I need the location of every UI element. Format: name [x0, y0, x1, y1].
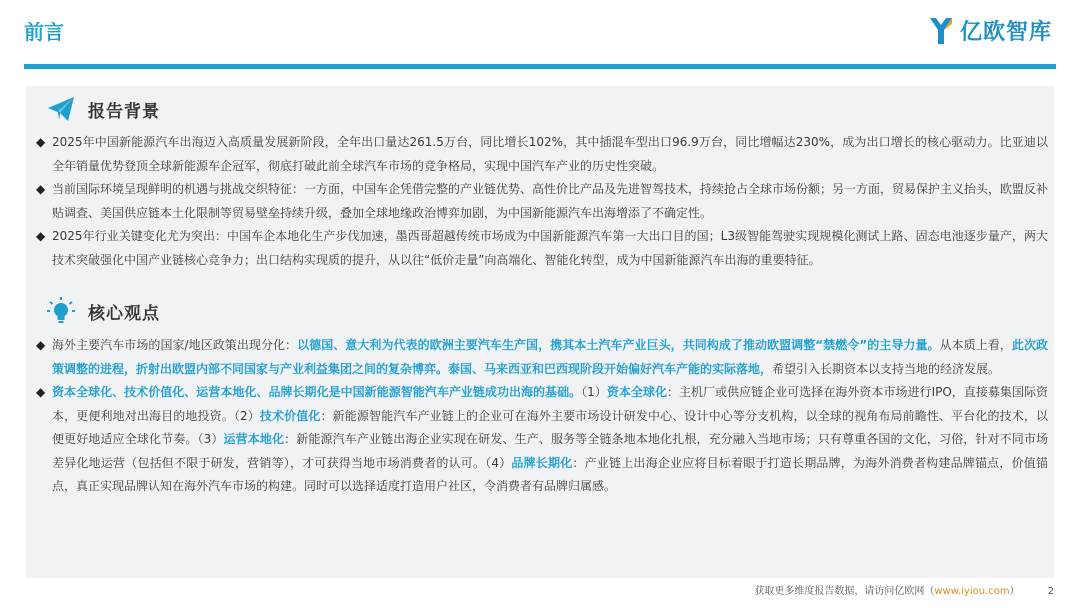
footer: 获取更多维度报告数据，请访问亿欧网（www.iyiou.com） 2	[754, 586, 1054, 597]
background-paragraphs	[36, 131, 1048, 272]
diamond-bullet-icon: ◆	[36, 338, 46, 352]
diamond-bullet-icon: ◆	[36, 135, 46, 149]
section-title-background: 报告背景	[88, 101, 160, 122]
core-view-paragraphs	[36, 334, 1048, 499]
page-number: 2	[1047, 586, 1054, 597]
logo-text: 亿欧智库	[959, 19, 1052, 45]
footer-link[interactable]: www.iyiou.com	[934, 586, 1010, 597]
logo-icon	[928, 14, 954, 46]
list-item: ◆ 2025年中国新能源汽车出海迈入高质量发展新阶段，全年出口量达261.5万台，同比增长102%，其中插混车型出口96.9万台，同比增幅达230%，成为出口增长的核心驱动力。比亚迪以全年销量优势登顶全球新能源车企冠军，彻底打破此前全球汽车市场的竞争格局，实现中国汽车产业的历史性突破。	[36, 131, 1048, 178]
brand-logo	[928, 14, 1052, 46]
list-item: ◆ 海外主要汽车市场的国家/地区政策出现分化：以德国、意大利为代表的欧洲主要汽车生产国，携其本土汽车产业巨头，共同构成了推动欧盟调整“禁燃令”的主导力量。从本质上看，此次政策调整的进程，折射出欧盟内部不同国家与产业利益集团之间的复杂博弈。泰国、马来西亚和巴西现阶段开始偏好汽车产能的实际落地，希望引入长期资本以支持当地的经济发展。	[36, 334, 1048, 381]
section-header-background	[46, 94, 160, 124]
list-item: ◆ 2025年行业关键变化尤为突出：中国车企本地化生产步伐加速，墨西哥超越传统市场成为中国新能源汽车第一大出口目的国；L3级智能驾驶实现规模化测试上路、固态电池逐步量产，两大技术突破强化中国产业链核心竞争力；出口结构实现质的提升，从以往“低价走量”向高端化、智能化转型，成为中国新能源汽车出海的重要特征。	[36, 225, 1048, 272]
section-title-core-views: 核心观点	[88, 303, 160, 324]
lightbulb-icon	[46, 296, 76, 326]
footer-text: 获取更多维度报告数据，请访问亿欧网（	[754, 586, 935, 597]
page-title: 前言	[24, 20, 64, 44]
diamond-bullet-icon: ◆	[36, 385, 46, 399]
paper-plane-icon	[46, 94, 76, 124]
diamond-bullet-icon: ◆	[36, 182, 46, 196]
header-divider	[24, 64, 1056, 69]
list-item: ◆ 资本全球化、技术价值化、运营本地化、品牌长期化是中国新能源智能汽车产业链成功出海的基础。（1）资本全球化：主机厂或供应链企业可选择在海外资本市场进行IPO，直接募集国际资本，更便利地对出海目的地投资。（2）技术价值化：新能源智能汽车产业链上的企业可在海外主要市场设计研发中心、设计中心等分支机构，以全球的视角布局前瞻性、平台化的技术，以便更好地适应全球化节奏。（3）运营本地化：新能源汽车产业链出海企业实现在研发、生产、服务等全链条地本地化扎根，充分融入当地市场；只有尊重各国的文化，习俗，针对不同市场差异化地运营（包括但不限于研发，营销等），才可获得当地市场消费者的认可。（4）品牌长期化：产业链上出海企业应将目标着眼于打造长期品牌，为海外消费者构建品牌锚点，价值锚点，真正实现品牌认知在海外汽车市场的构建。同时可以选择适度打造用户社区，令消费者有品牌归属感。	[36, 381, 1048, 499]
diamond-bullet-icon: ◆	[36, 229, 46, 243]
section-header-core-views	[46, 296, 160, 326]
content-panel	[26, 86, 1054, 578]
list-item: ◆ 当前国际环境呈现鲜明的机遇与挑战交织特征：一方面，中国车企凭借完整的产业链优势、高性价比产品及先进智驾技术，持续抢占全球市场份额；另一方面，贸易保护主义抬头，欧盟反补贴调查、美国供应链本土化限制等贸易壁垒持续升级，叠加全球地缘政治博弈加剧，为中国新能源汽车出海增添了不确定性。	[36, 178, 1048, 225]
